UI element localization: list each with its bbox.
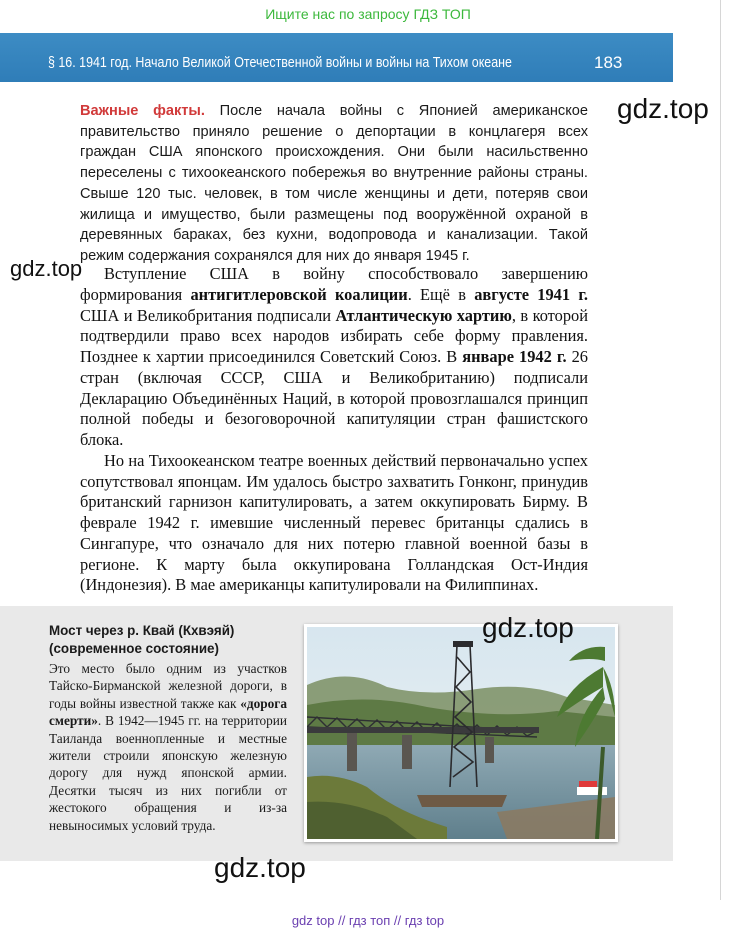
text-fragment: , в которой подтвердили право всех народов избирать себе форму правления. Позднее к хартии присоединился Советский Союз. В xyxy=(80,305,588,366)
chapter-title: § 16. 1941 год. Начало Великой Отечественной войны и войны на Тихом океане xyxy=(48,54,512,71)
paragraph-coalition xyxy=(80,264,588,451)
bridge-photo xyxy=(304,624,618,842)
main-text xyxy=(80,264,588,596)
text-fragment: . Ещё в xyxy=(407,284,475,304)
text-fragment: Вступление США в войну способствовало завершению формирования xyxy=(80,264,588,304)
important-facts-label: Важные факты. xyxy=(80,103,205,119)
important-facts-text: После начала войны с Японией американское правительство приняло решение о депортации в концлагеря всех граждан США японского происхождения. Они были насильственно переселены с тихоокеанского побережья во внутренние районы страны. Свыше 120 тыс. человек, в том числе женщины и дети, потеряв свои жилища и имущество, были размещены под вооружённой охраной в деревянных бараках, без кухни, водопровода и канализации. Такой режим содержания сохранялся для них до января 1945 г. xyxy=(80,103,588,264)
term-death-railway: «дорога смерти» xyxy=(49,695,287,729)
watermark-text: gdz.top xyxy=(617,93,709,124)
bridge-illustration xyxy=(307,627,615,839)
text-fragment: США и Великобритания подписали xyxy=(80,305,336,325)
important-facts-block xyxy=(80,101,588,267)
footer-links[interactable]: gdz top // гдз топ // гдз top xyxy=(291,913,445,928)
term-atlantic-charter: Атлантическую хартию xyxy=(335,305,512,325)
figure-title: Мост через р. Квай (Кхвэяй) (современное состояние) xyxy=(49,623,235,656)
page-number: 183 xyxy=(594,53,623,72)
date-january-1942: январе 1942 г. xyxy=(462,347,567,366)
watermark-text: gdz.top xyxy=(10,256,83,281)
watermark-text: gdz.top xyxy=(482,612,574,643)
search-hint-link[interactable]: Ищите нас по запросу ГДЗ ТОП xyxy=(265,6,471,22)
caption-fragment: Это место было одним из участков Тайско-Бирманской железной дороги, в годы войны известной также как xyxy=(49,661,287,711)
text-fragment: 26 стран (включая СССР, США и Великобританию) подписали Декларацию Объединённых Наций, в которой провозглашался принцип полной победы и безоговорочной капитуляции стран фашистского блока. xyxy=(80,347,588,449)
caption-fragment: . В 1942—1945 гг. на территории Таиланда военнопленные и местные жители строили японскую железную дорогу для нужд японской армии. Десятки тысяч из них погибли от жестокого обращения и из-за невыносимых условий труда. xyxy=(49,713,287,833)
date-august-1941: августе 1941 г. xyxy=(474,284,589,304)
paragraph-pacific-theatre: Но на Тихоокеанском театре военных действий первоначально успех сопутствовал японцам. Им удалось быстро захватить Гонконг, принудив британский гарнизон капитулировать, а затем оккупировать Бирму. В феврале 1942 г. имевшие численный перевес британцы сдались в Сингапуре, что означало для них потерю главной военной базы в регионе. К марту была оккупирована Голландская Ост-Индия (Индонезия). В мае американцы капитулировали на Филиппинах. xyxy=(80,450,588,595)
term-anti-hitler-coalition: антигитлеровской коалиции xyxy=(190,284,408,304)
page-edge-divider xyxy=(720,0,721,900)
figure-caption xyxy=(49,660,287,834)
watermark-text: gdz.top xyxy=(214,852,306,883)
